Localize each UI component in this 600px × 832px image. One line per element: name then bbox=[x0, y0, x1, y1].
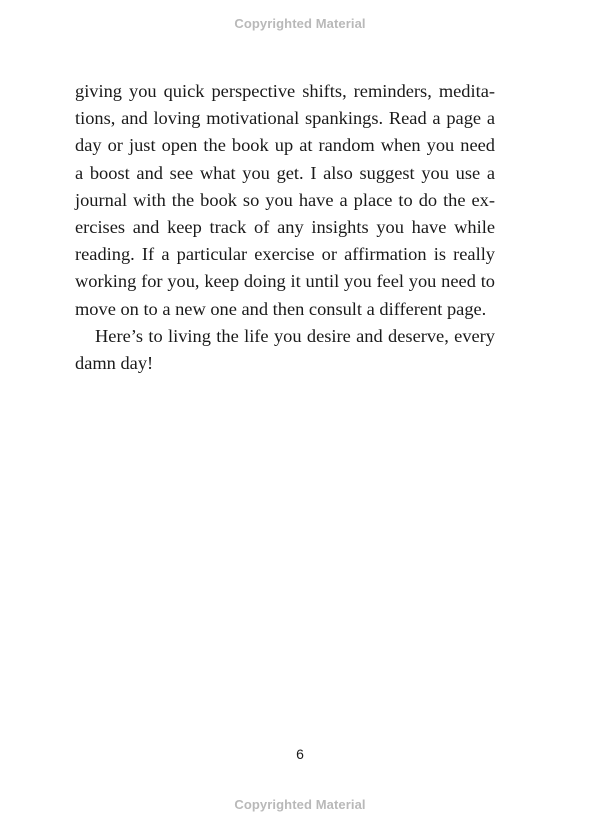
text-line: working for you, keep doing it until you feel you need to bbox=[75, 271, 495, 292]
text-line: reading. If a particular exercise or affirmation is really bbox=[75, 244, 495, 265]
copyright-watermark-top: Copyrighted Material bbox=[234, 16, 366, 31]
text-line: giving you quick perspective shifts, reminders, medita- bbox=[75, 81, 495, 101]
text-line: ercises and keep track of any insights you have while bbox=[75, 216, 495, 237]
text-line: damn day! bbox=[75, 352, 154, 373]
paragraph-1 bbox=[75, 78, 495, 323]
text-line: day or just open the book up at random when you need bbox=[75, 135, 495, 156]
text-line: move on to a new one and then consult a different page. bbox=[75, 298, 487, 319]
copyright-watermark-bottom: Copyrighted Material bbox=[234, 797, 366, 812]
text-line: Here’s to living the life you desire and deserve, every bbox=[95, 325, 495, 346]
text-line: a boost and see what you get. I also suggest you use a bbox=[75, 162, 495, 183]
text-line: journal with the book so you have a place to do the ex- bbox=[75, 189, 495, 210]
paragraph-2 bbox=[75, 323, 495, 377]
page-number: 6 bbox=[296, 746, 304, 762]
body-text bbox=[75, 78, 495, 377]
text-line: tions, and loving motivational spankings. Read a page a bbox=[75, 108, 495, 129]
